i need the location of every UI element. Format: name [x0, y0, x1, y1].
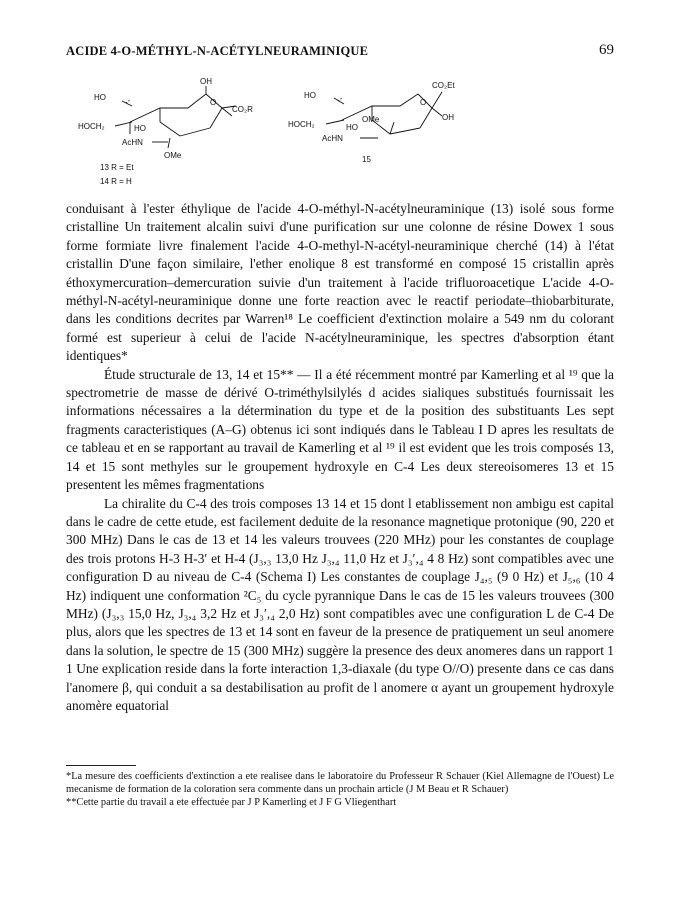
struct-left-label-ring-o: O	[210, 98, 217, 107]
page-number: 69	[599, 42, 614, 58]
paragraph-2: Étude structurale de 13, 14 et 15** — Il a été récemment montré par Kamerling et al ¹⁹ que la spectrometrie de masse de dérivé O-triméthylsilylés d acides sialiques substitués fournissait les informations nécessaires a la détermination du type et de la position des substituants Les sept fragments caracteristiques (A–G) obtenus ici sont indiqués dans le Tableau I D apres les resultats de ce tableau et en se rapportant au travail de Kamerling et al ¹⁹ il est evident que les trois composés 13, 14 et 15 sont methyles sur le groupement hydroxyle en C-4 Les deux stereoisomeres 13 et 15 presentent les mêmes fragmentations	[66, 366, 614, 493]
running-header	[66, 44, 614, 64]
footnote-1: *La mesure des coefficients d'extinction a ete realisee dans le laboratoire du Professeur R Schauer (Kiel Allemagne de l'Ouest) Le mecanisme de formation de la coloration sera commente dans un prochain article (J M Beau et R Schauer)	[66, 771, 614, 796]
struct-right-label-ome: OMe	[362, 115, 380, 124]
footnote-2: **Cette partie du travail a ete effectuée par J P Kamerling et J F G Vliegenthart	[66, 797, 397, 809]
struct-right-label-achn: AcHN	[322, 134, 343, 143]
struct-right-label-co2et: CO₂Et	[432, 81, 455, 90]
paragraph-1: conduisant à l'ester éthylique de l'acide 4-O-méthyl-N-acétylneuraminique (13) isolé sous forme cristalline Un traitement alcalin suivi d'une purification sur une colonne de résine Dowex 1 sous forme formiate livre finalement l'acide 4-O-methyl-N-acétyl-neuraminique cherché (14) à l'état cristallin D'une façon similaire, l'ether enolique 8 est transformé en composé 15 cristallin après éthoxymercuration–demercuration suivie d'un traitement à l'acide trifluoroacetique L'acide 4-O-méthyl-N-acétyl-neuraminique donne une forte reaction avec le reactif periodate–thiobarbiturate, dans les conditions decrites par Warren¹⁸ Le coefficient d'extinction molaire a 549 nm du colorant formé est superieur à celui de l'acide N-acétylneuraminique, les spectres d'absorption étant identiques*	[66, 201, 614, 364]
footnotes	[66, 770, 614, 810]
struct-left-label-co2r: CO₂R	[232, 105, 253, 114]
legend-14: 14 R = H	[100, 177, 132, 186]
compound-number-15: 15	[362, 155, 371, 164]
struct-right-label-ho: HO	[304, 91, 316, 100]
struct-left-label-hoch2: HOCH₂	[78, 122, 105, 131]
struct-left-label-ho: HO	[94, 93, 106, 102]
legend-13: 13 R = Et	[100, 163, 134, 172]
struct-right-label-ring-o: O	[420, 98, 427, 107]
struct-right-label-oh: OH	[442, 113, 454, 122]
struct-left-label-achn: AcHN	[122, 138, 143, 147]
paragraph-3: La chiralite du C-4 des trois composes 13 14 et 15 dont l etablissement non ambigu est capital dans le cadre de cette etude, est facilement deduite de la resonance magnetique protonique (90, 220 et 300 MHz) Dans le cas de 13 et 14 les valeurs trouvees (220 MHz) pour les constantes de couplage des trois protons H-3 H-3′ et H-4 (J₃,₃ 13,0 Hz J₃,₄ 11,0 Hz et J₃′,₄ 4 8 Hz) sont compatibles avec une configuration D au niveau de C-4 (Schema I) Les constantes de couplage J₄,₅ (9 0 Hz) et J₅,₆ (10 4 Hz) indiquent une conformation ²C₅ du cycle pyrannique Dans le cas de 15 les valeurs trouvees (300 MHz) (J₃,₃ 15,0 Hz, J₃,₄ 3,2 Hz et J₃′,₄ 2,0 Hz) sont compatibles avec une configuration L de C-4 De plus, alors que les spectres de 13 et 14 sont en faveur de la presence de pratiquement un seul anomere dans la solution, le spectre de 15 (300 MHz) suggère la presence des deux anomeres dans un rapport 1 1 Une explication reside dans la forte interaction 1,3-diaxale (du type O//O) presente dans ce cas dans l'anomere β, qui conduit a sa destabilisation au profit de l anomere α ayant un groupement hydroxyle anomère equatorial	[66, 495, 614, 713]
running-title: ACIDE 4-O-MÉTHYL-N-ACÉTYLNEURAMINIQUE	[66, 44, 369, 58]
footnote-rule	[66, 765, 136, 766]
struct-left-label-oh: OH	[200, 77, 212, 86]
body-text	[66, 200, 614, 715]
struct-right-label-ho2: HO	[346, 123, 358, 132]
chemical-structures	[60, 72, 480, 192]
struct-left-label-ome: OMe	[164, 151, 182, 160]
struct-left-label-ho2: HO	[134, 124, 146, 133]
struct-right-label-hoch2: HOCH₂	[288, 120, 315, 129]
